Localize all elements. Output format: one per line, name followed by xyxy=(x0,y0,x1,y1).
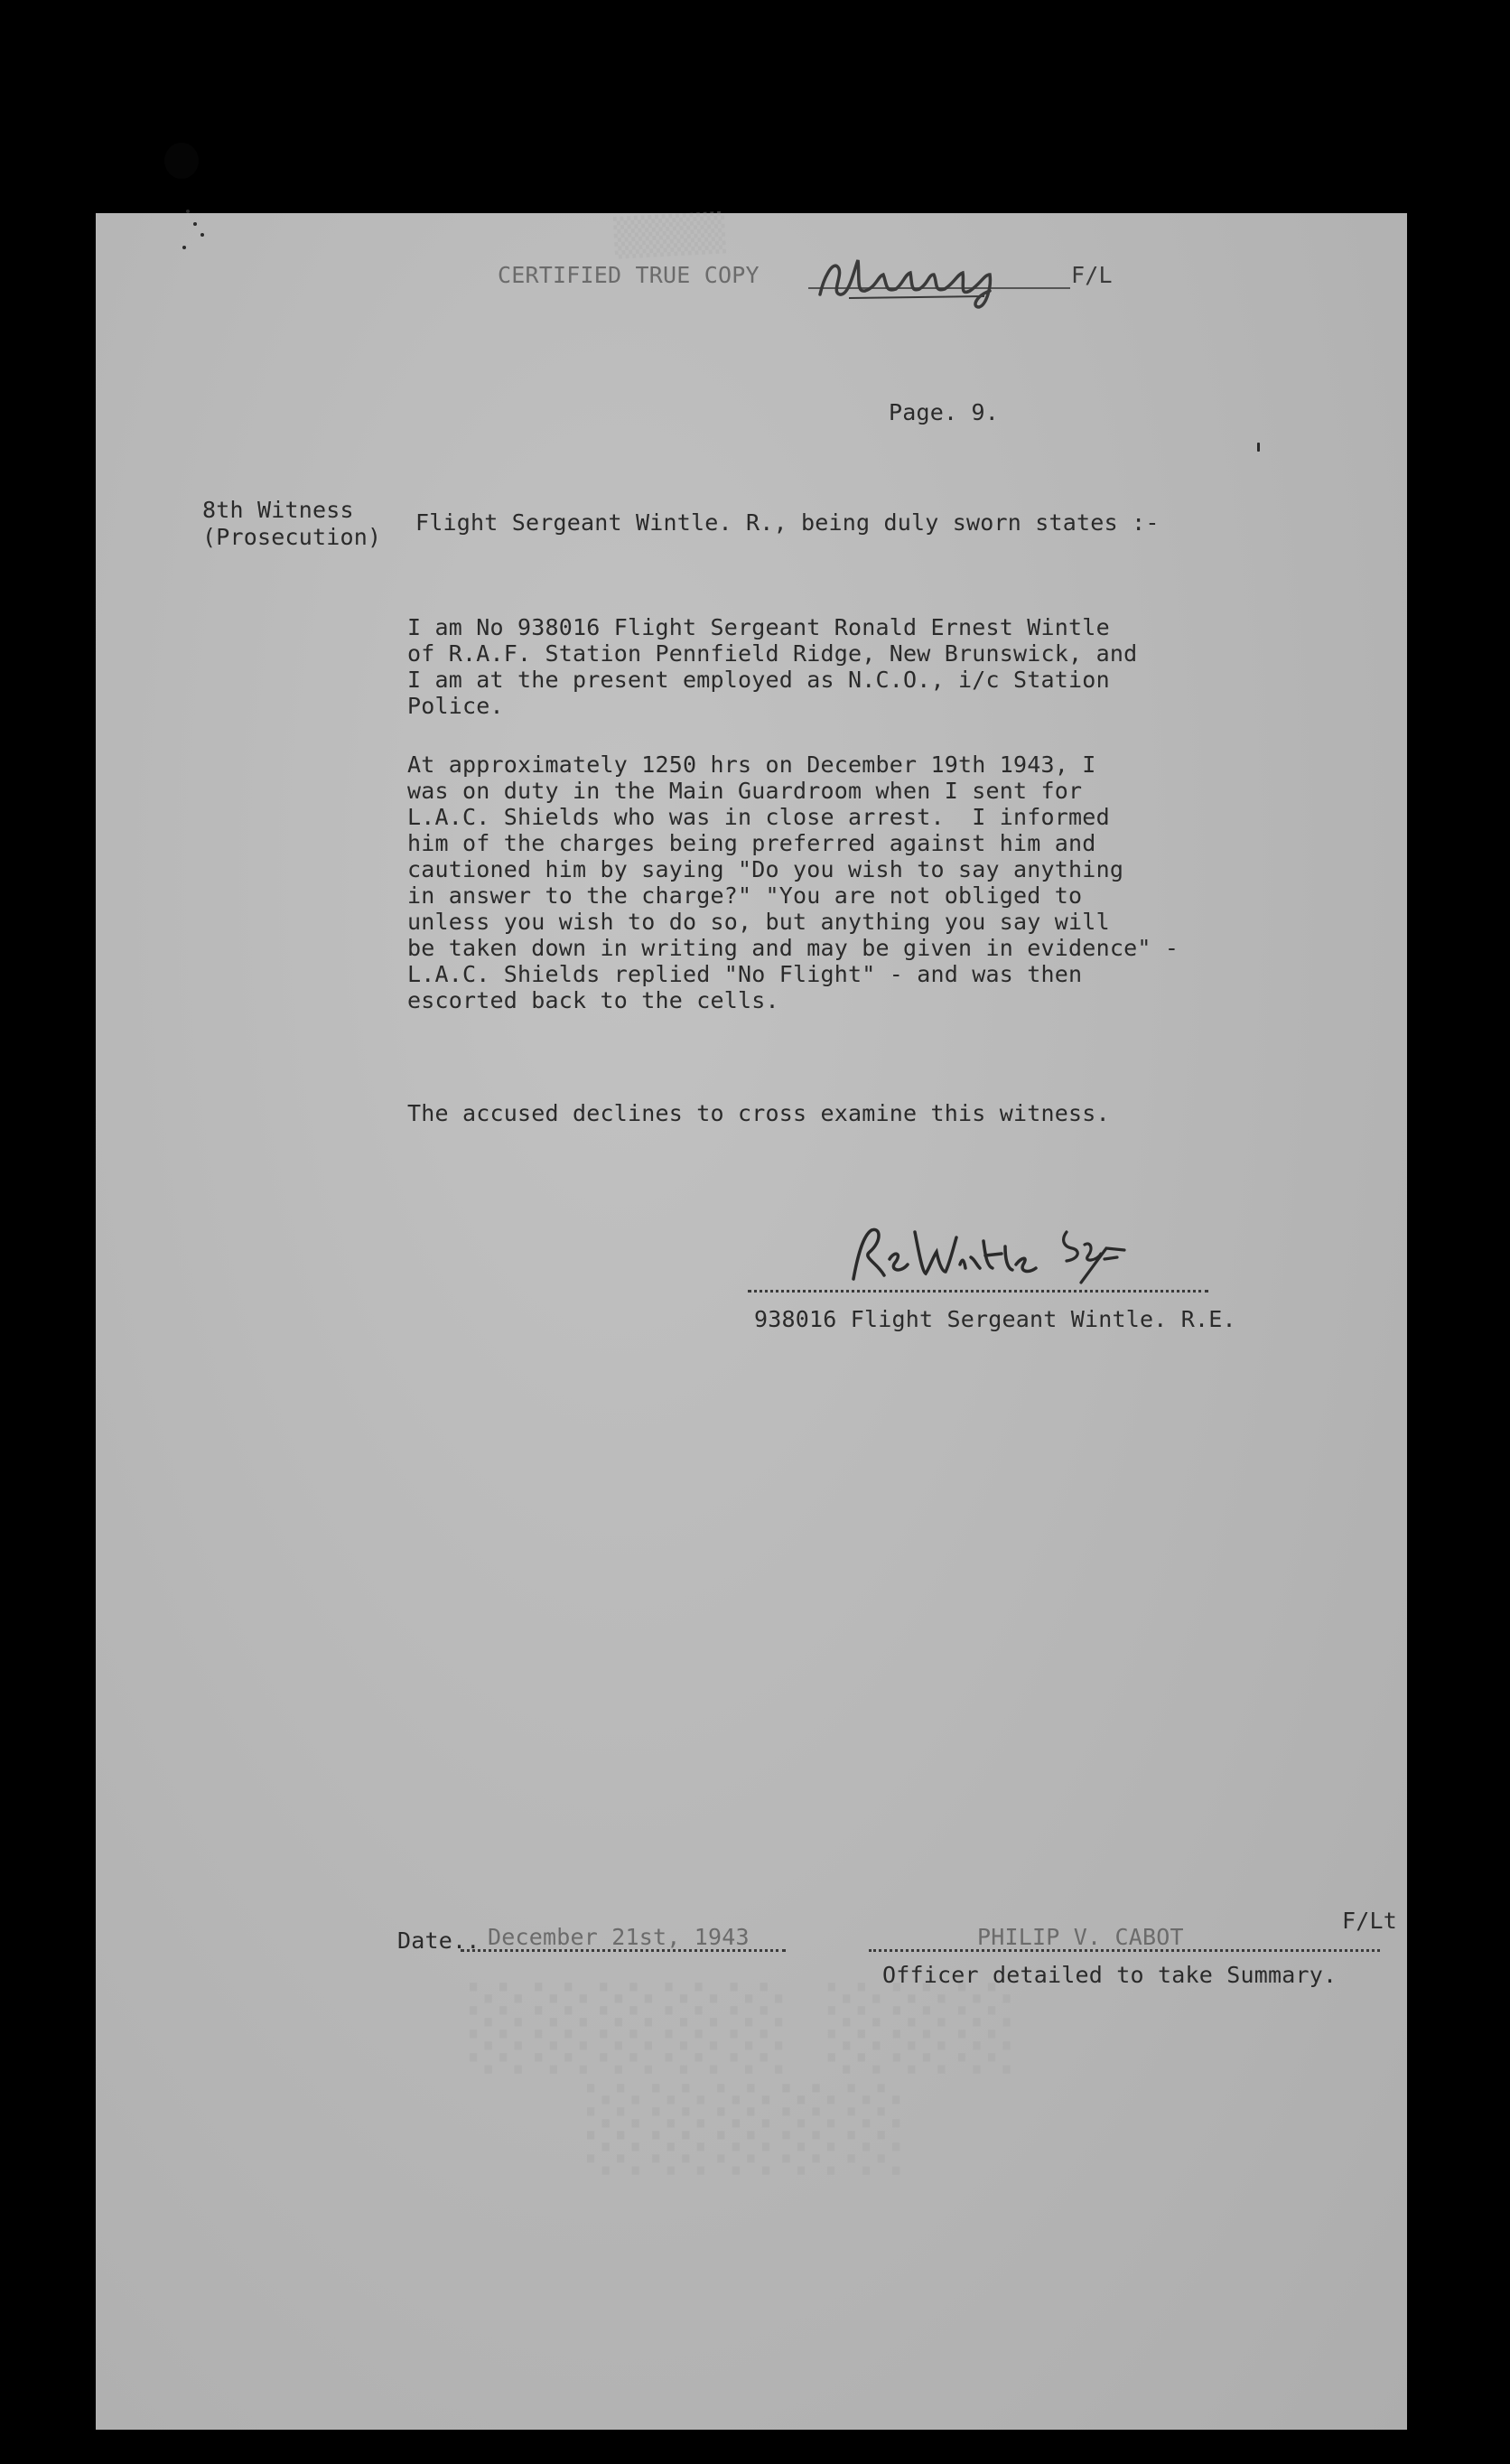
officer-rank: F/Lt xyxy=(1342,1908,1398,1934)
cross-examination-note: The accused declines to cross examine this witness. xyxy=(407,1100,1110,1126)
statement-line: Police. xyxy=(407,693,504,719)
speck xyxy=(1257,443,1260,452)
ghost-stamp-bottom: ░░░░░ ░░░ xyxy=(470,1983,1024,2074)
statement-line: I am at the present employed as N.C.O., i/c Station xyxy=(407,667,1110,693)
statement-line: of R.A.F. Station Pennfield Ridge, New Brunswick, and xyxy=(407,640,1138,667)
signature-dotted-line xyxy=(748,1290,1208,1293)
certified-true-copy-label: CERTIFIED TRUE COPY xyxy=(498,262,760,288)
witness-name-line: 938016 Flight Sergeant Wintle. R.E. xyxy=(754,1306,1236,1332)
statement-line: L.A.C. Shields who was in close arrest. I informed xyxy=(407,804,1110,830)
statement-line: was on duty in the Main Guardroom when I sent for xyxy=(407,778,1083,804)
statement-line: L.A.C. Shields replied "No Flight" - and was then xyxy=(407,961,1083,987)
witness-label-line2: (Prosecution) xyxy=(202,524,382,550)
officer-title: Officer detailed to take Summary. xyxy=(882,1962,1338,1988)
statement-line: At approximately 1250 hrs on December 19th 1943, I xyxy=(407,751,1096,778)
officer-name: PHILIP V. CABOT xyxy=(977,1924,1184,1950)
witness-label-line1: 8th Witness xyxy=(202,497,354,523)
witness-intro: Flight Sergeant Wintle. R., being duly sworn states :- xyxy=(415,509,1160,536)
statement-line: in answer to the charge?" "You are not obliged to xyxy=(407,882,1083,909)
ghost-stamp-bottom-2: ░░░░░ xyxy=(587,2085,913,2175)
speck xyxy=(182,246,186,249)
statement-line: escorted back to the cells. xyxy=(407,987,779,1013)
statement-line: I am No 938016 Flight Sergeant Ronald Ernest Wintle xyxy=(407,614,1110,640)
ghost-stamp-top: ▒▒▒▒ xyxy=(612,211,727,260)
speck xyxy=(200,233,204,237)
punch-hole xyxy=(164,143,199,179)
speck xyxy=(193,222,197,226)
date-label: Date.. xyxy=(397,1927,480,1954)
date-value: December 21st, 1943 xyxy=(488,1924,750,1950)
statement-line: him of the charges being preferred against him and xyxy=(407,830,1096,856)
statement-line: be taken down in writing and may be given in evidence" - xyxy=(407,935,1179,961)
certified-signature xyxy=(813,242,1075,314)
statement-line: unless you wish to do so, but anything you say will xyxy=(407,909,1110,935)
certified-suffix: F/L xyxy=(1071,262,1113,288)
speck xyxy=(186,210,190,213)
page-number: Page. 9. xyxy=(889,399,1000,425)
officer-dotted-line xyxy=(869,1949,1380,1952)
statement-line: cautioned him by saying "Do you wish to say anything xyxy=(407,856,1124,882)
